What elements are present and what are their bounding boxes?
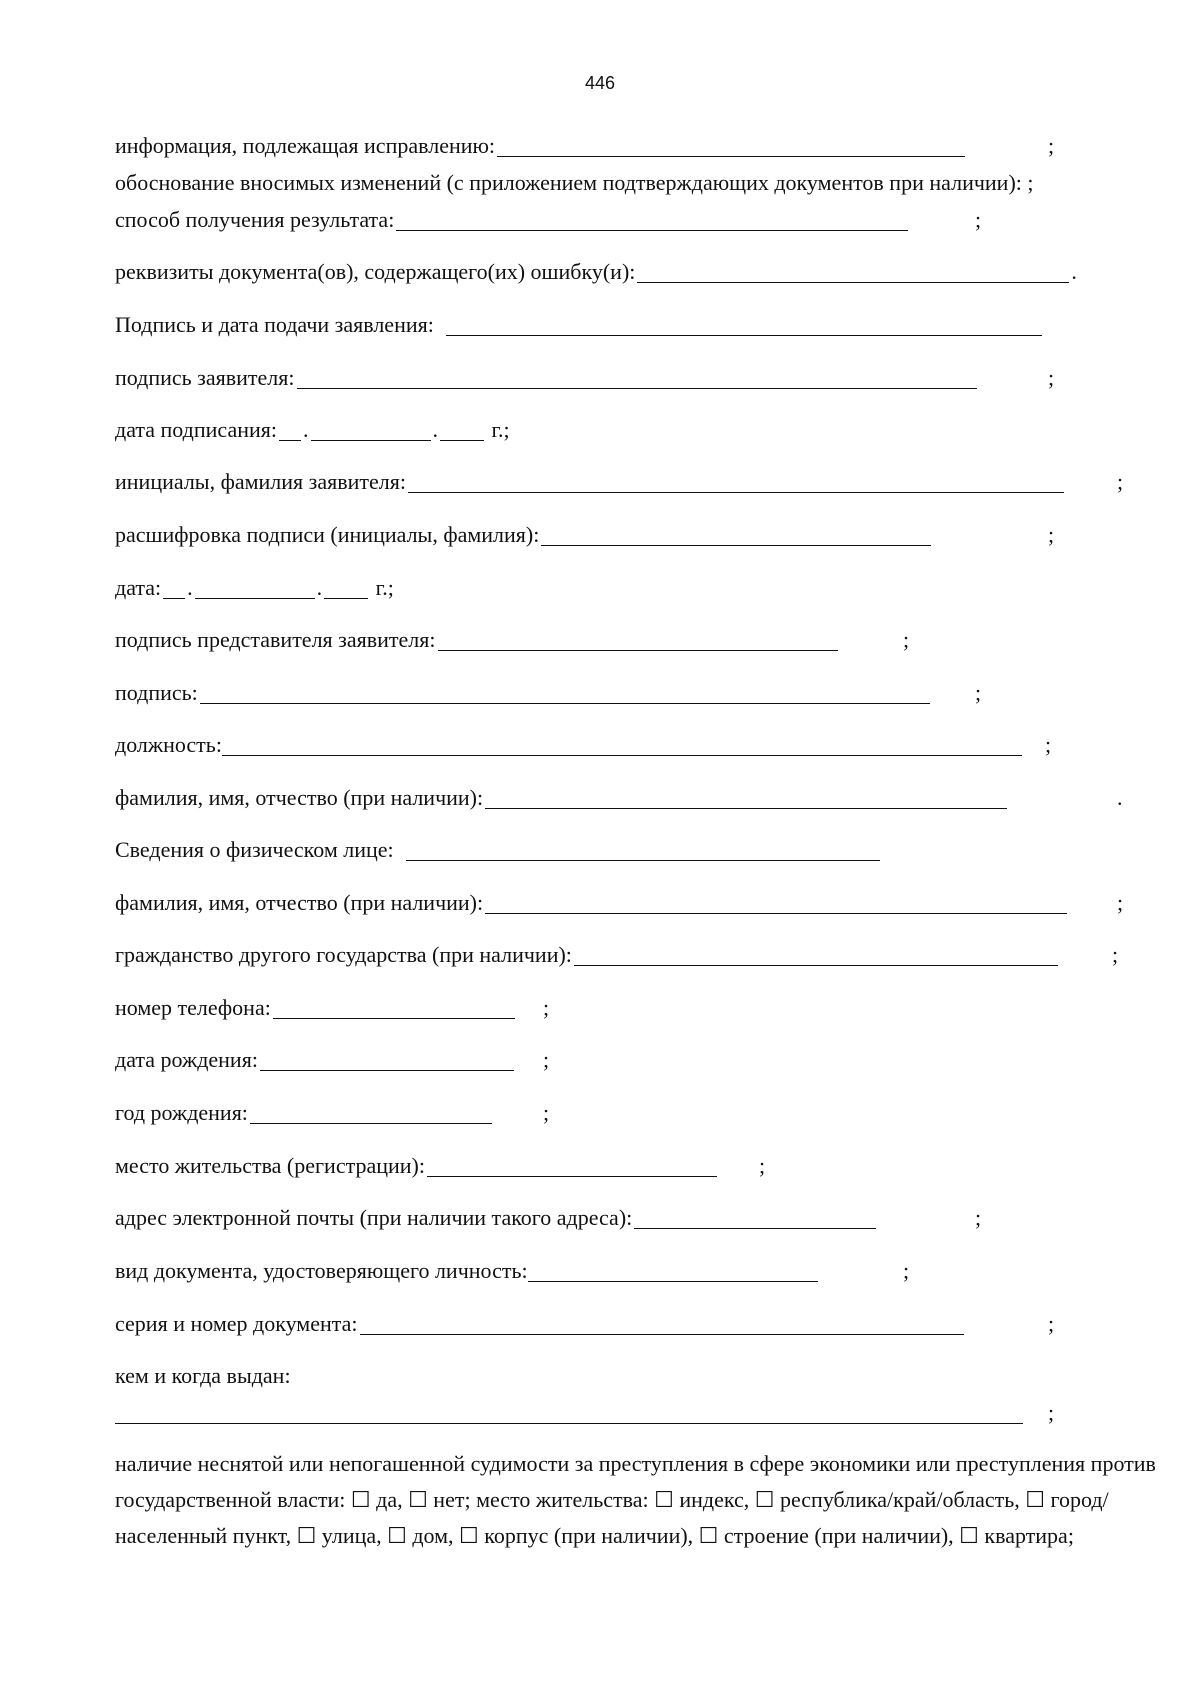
semicolon: ; bbox=[1117, 469, 1124, 494]
blank-line[interactable] bbox=[250, 1099, 492, 1124]
field-full-name-2 bbox=[115, 889, 1069, 917]
dot: . bbox=[316, 575, 323, 600]
field-full-name bbox=[115, 784, 1009, 812]
field-birth-date bbox=[115, 1046, 516, 1074]
blank-line[interactable] bbox=[634, 1204, 876, 1229]
field-email bbox=[115, 1204, 878, 1232]
label: адрес электронной почты (при наличии такого адреса): bbox=[115, 1205, 633, 1230]
semicolon: ; bbox=[1048, 133, 1055, 158]
blank-line[interactable] bbox=[427, 1152, 717, 1177]
field-justification bbox=[115, 169, 1034, 197]
field-correction-info bbox=[115, 132, 967, 160]
field-signature bbox=[115, 679, 932, 707]
day-blank[interactable] bbox=[163, 574, 185, 599]
blank-line[interactable] bbox=[541, 521, 931, 546]
label: инициалы, фамилия заявителя: bbox=[115, 469, 406, 494]
year-suffix: г.; bbox=[491, 417, 510, 442]
year-blank[interactable] bbox=[440, 416, 484, 441]
label: обоснование вносимых изменений (с приложением подтверждающих документов при наличии): ; bbox=[115, 170, 1034, 195]
semicolon: ; bbox=[975, 207, 982, 232]
label: подпись заявителя: bbox=[115, 365, 295, 390]
label: информация, подлежащая исправлению: bbox=[115, 133, 496, 158]
field-signature-date-heading bbox=[115, 311, 1044, 339]
label: гражданство другого государства (при наличии): bbox=[115, 942, 572, 967]
semicolon: ; bbox=[759, 1153, 766, 1178]
semicolon: ; bbox=[1045, 732, 1052, 757]
field-applicant-initials bbox=[115, 468, 1066, 496]
blank-line[interactable] bbox=[408, 468, 1064, 493]
blank-line[interactable] bbox=[497, 132, 965, 157]
field-applicant-signature bbox=[115, 364, 979, 392]
field-citizenship bbox=[115, 941, 1060, 969]
semicolon: ; bbox=[1048, 522, 1055, 547]
field-result-method bbox=[115, 206, 910, 234]
semicolon: ; bbox=[1048, 365, 1055, 390]
field-issued-by bbox=[115, 1362, 291, 1390]
semicolon: ; bbox=[975, 1205, 982, 1230]
label: год рождения: bbox=[115, 1100, 248, 1125]
day-blank[interactable] bbox=[279, 416, 301, 441]
blank-line[interactable] bbox=[637, 258, 1069, 283]
field-birth-year bbox=[115, 1099, 494, 1127]
label: номер телефона: bbox=[115, 995, 271, 1020]
label: дата подписания: bbox=[115, 417, 277, 442]
field-signing-date bbox=[115, 416, 510, 444]
field-document-details bbox=[115, 258, 1077, 286]
label: вид документа, удостоверяющего личность: bbox=[115, 1258, 528, 1283]
blank-line[interactable] bbox=[446, 311, 1042, 336]
period: . bbox=[1117, 785, 1123, 810]
field-representative-signature bbox=[115, 626, 840, 654]
period: . bbox=[1071, 259, 1077, 284]
blank-line[interactable] bbox=[273, 994, 515, 1019]
label: реквизиты документа(ов), содержащего(их) ошибку(и): bbox=[115, 259, 636, 284]
label: дата: bbox=[115, 575, 162, 600]
field-phone bbox=[115, 994, 517, 1022]
field-issued-by-blank bbox=[115, 1399, 1025, 1427]
semicolon: ; bbox=[1048, 1400, 1055, 1425]
field-individual-info bbox=[115, 836, 882, 864]
blank-line[interactable] bbox=[528, 1257, 818, 1282]
semicolon: ; bbox=[903, 627, 910, 652]
label: дата рождения: bbox=[115, 1047, 258, 1072]
year-blank[interactable] bbox=[324, 574, 368, 599]
field-position bbox=[115, 731, 1024, 759]
blank-line[interactable] bbox=[485, 784, 1007, 809]
blank-line[interactable] bbox=[574, 941, 1058, 966]
label: кем и когда выдан: bbox=[115, 1363, 291, 1388]
blank-line[interactable] bbox=[115, 1399, 1023, 1424]
label: фамилия, имя, отчество (при наличии): bbox=[115, 890, 484, 915]
field-signature-transcript bbox=[115, 521, 933, 549]
label: подпись представителя заявителя: bbox=[115, 627, 436, 652]
semicolon: ; bbox=[975, 680, 982, 705]
field-date bbox=[115, 574, 394, 602]
month-blank[interactable] bbox=[311, 416, 431, 441]
dot: . bbox=[187, 575, 193, 600]
month-blank[interactable] bbox=[195, 574, 315, 599]
label: фамилия, имя, отчество (при наличии): bbox=[115, 785, 484, 810]
label: серия и номер документа: bbox=[115, 1311, 358, 1336]
semicolon: ; bbox=[903, 1258, 910, 1283]
blank-line[interactable] bbox=[406, 836, 880, 861]
dot: . bbox=[432, 417, 438, 442]
blank-line[interactable] bbox=[260, 1046, 514, 1071]
label: должность: bbox=[115, 732, 222, 757]
label: расшифровка подписи (инициалы, фамилия): bbox=[115, 522, 540, 547]
criminal-record-paragraph: наличие неснятой или непогашенной судимости за преступления в сфере экономики или преступления против государственной власти: ☐ да, ☐ нет; место жительства: ☐ индекс, ☐ республика/край/область, ☐ город/населенный пункт, ☐ улица, ☐ дом, ☐ корпус (при наличии), ☐ строение (при наличии), ☐ квартира; bbox=[115, 1451, 1156, 1548]
semicolon: ; bbox=[543, 1100, 550, 1125]
semicolon: ; bbox=[1117, 890, 1124, 915]
blank-line[interactable] bbox=[396, 206, 908, 231]
semicolon: ; bbox=[543, 1047, 550, 1072]
field-document-number bbox=[115, 1310, 966, 1338]
field-id-document-type bbox=[115, 1257, 820, 1285]
year-suffix: г.; bbox=[375, 575, 394, 600]
semicolon: ; bbox=[543, 995, 550, 1020]
semicolon: ; bbox=[1048, 1311, 1055, 1336]
blank-line[interactable] bbox=[200, 679, 930, 704]
page-number: 446 bbox=[584, 73, 616, 93]
dot: . bbox=[303, 417, 309, 442]
label: место жительства (регистрации): bbox=[115, 1153, 425, 1178]
label: Сведения о физическом лице: bbox=[115, 837, 394, 862]
blank-line[interactable] bbox=[485, 889, 1067, 914]
blank-line[interactable] bbox=[438, 626, 838, 651]
semicolon: ; bbox=[1112, 942, 1119, 967]
field-residence bbox=[115, 1152, 719, 1180]
label: Подпись и дата подачи заявления: bbox=[115, 312, 434, 337]
label: подпись: bbox=[115, 680, 198, 705]
blank-line[interactable] bbox=[297, 364, 977, 389]
blank-line[interactable] bbox=[360, 1310, 964, 1335]
blank-line[interactable] bbox=[222, 731, 1022, 756]
label: способ получения результата: bbox=[115, 207, 395, 232]
